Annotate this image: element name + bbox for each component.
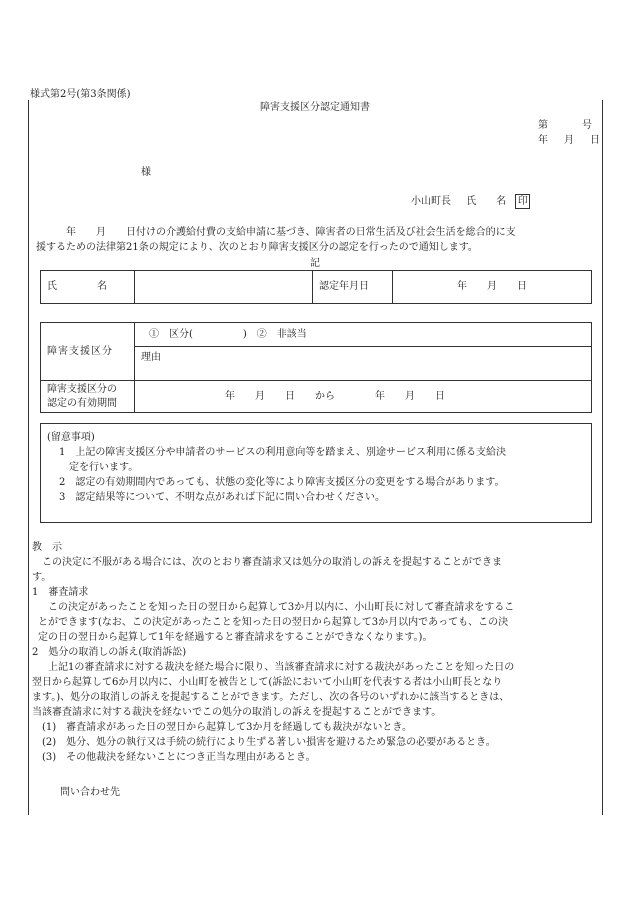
number-line: 第 号 — [538, 120, 593, 131]
instruction-line: 2 処分の取消しの訴え(取消訴訟) — [32, 647, 187, 658]
category-table — [40, 322, 592, 413]
notes-item: 1 上記の障害支援区分や申請者のサービスの利用意向等を踏まえ、別途サービス利用に係る支給決 — [59, 447, 506, 458]
frame-left-line — [28, 100, 29, 815]
instruction-line: (1) 審査請求があった日の翌日から起算して3か月を経過しても裁決がないとき。 — [42, 722, 413, 733]
frame-right-line — [602, 100, 603, 815]
validity-label — [41, 381, 135, 413]
intro-line: 援するための法律第21条の規定により、次のとおり障害支援区分の認定を行ったので通知します。 — [36, 242, 478, 253]
certification-date-label: 認定年月日 — [313, 271, 393, 304]
category-label: 障害支援区分 — [41, 323, 135, 381]
instruction-line: 定の日の翌日から起算して1年を経過すると審査請求をすることができなくなります。)。 — [38, 632, 433, 643]
instruction-line: とができます(なお、この決定があったことを知った日の翌日から起算して3か月以内であっても、この決 — [38, 617, 509, 628]
reason-label: 理由 — [135, 347, 592, 381]
category-options: ① 区分( ) ② 非該当 — [135, 323, 592, 347]
contact-label: 問い合わせ先 — [60, 787, 120, 798]
instruction-line: 1 審査請求 — [32, 587, 89, 598]
intro-text — [36, 225, 516, 255]
instruction-line: この決定に不服がある場合には、次のとおり審査請求又は処分の取消しの訴えを提起することができま — [32, 557, 502, 568]
instruction-line: (3) その他裁決を経ないことにつき正当な理由があるとき。 — [42, 752, 316, 763]
instruction-line: 上記1の審査請求に対する裁決を経た場合に限り、当該審査請求に対する裁決があったことを知った日の — [38, 662, 515, 673]
notes-heading: (留意事項) — [47, 432, 95, 443]
intro-line: 年 月 日付けの介護給付費の支給申請に基づき、障害者の日常生活及び社会生活を総合的に支 — [46, 227, 516, 238]
name-value — [135, 271, 313, 304]
name-label: 氏 名 — [41, 271, 135, 304]
instruction-section — [32, 540, 514, 765]
instruction-line: す。 — [32, 572, 52, 583]
ki-label: 記 — [310, 258, 320, 269]
issuer-line — [411, 194, 530, 209]
notes-content — [47, 430, 506, 505]
validity-label-line: 障害支援区分の — [47, 383, 117, 395]
instruction-line: (2) 処分、処分の執行又は手続の続行により生ずる著しい損害を避けるため緊急の必要があるとき。 — [42, 737, 496, 748]
notes-item: 定を行います。 — [59, 462, 139, 473]
seal-mark: 印 — [515, 194, 530, 209]
notes-item: 2 認定の有効期間内であっても、状態の変化等により障害支援区分の変更をする場合があります。 — [59, 477, 505, 488]
instruction-line: 当該審査請求に対する裁決を経ないでこの処分の取消しの訴えを提起することができます。 — [32, 707, 442, 718]
notes-box — [40, 423, 592, 523]
instruction-line: この決定があったことを知った日の翌日から起算して3か月以内に、小山町長に対して審査請求をするこ — [38, 602, 515, 613]
form-label: 様式第2号(第3条関係) — [30, 89, 131, 100]
instruction-heading: 教 示 — [32, 542, 62, 553]
recipient-suffix: 様 — [141, 167, 151, 178]
name-date-table — [40, 270, 592, 304]
instruction-line: 翌日から起算して6か月以内に、小山町を被告として(訴訟において小山町を代表する者は小山町長となり — [32, 677, 503, 688]
validity-label-line: 認定の有効期間 — [47, 397, 117, 409]
notes-item: 3 認定結果等について、不明な点があれば下記に問い合わせください。 — [59, 492, 385, 503]
document-title: 障害支援区分認定通知書 — [260, 102, 370, 113]
validity-period: 年 月 日 から 年 月 日 — [135, 381, 592, 413]
issuer-name-label: 氏 名 — [466, 196, 507, 207]
date-line: 年 月 日 — [538, 135, 603, 146]
issuer-title: 小山町長 — [411, 196, 451, 207]
instruction-line: ます。)、処分の取消しの訴えを提起することができます。ただし、次の各号のいずれかに該当するときは、 — [32, 692, 510, 703]
certification-date-value: 年 月 日 — [393, 271, 592, 304]
